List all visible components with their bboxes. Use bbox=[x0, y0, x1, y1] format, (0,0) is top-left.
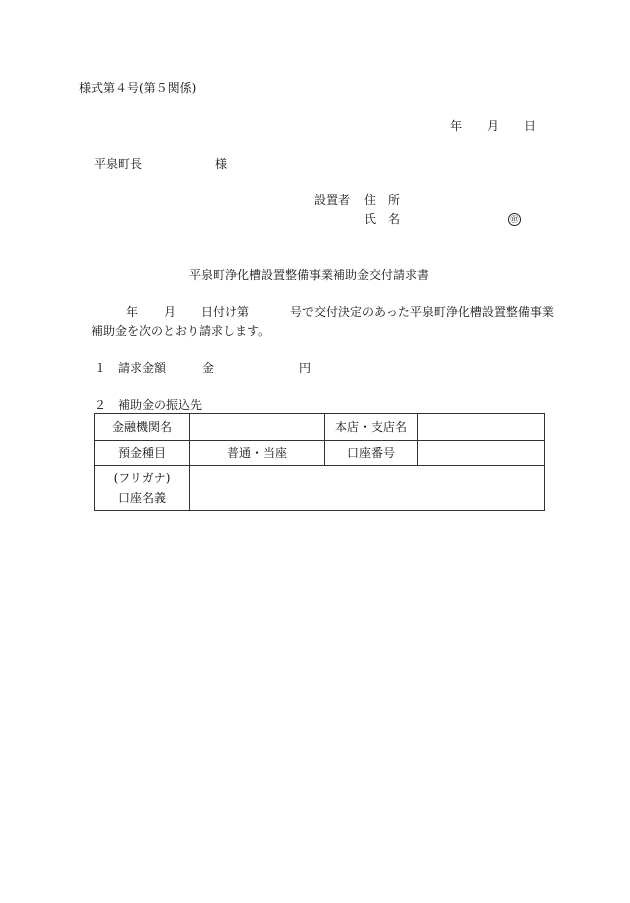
institution-value[interactable] bbox=[190, 414, 325, 441]
account-type-value[interactable]: 普通・当座 bbox=[190, 441, 325, 466]
account-holder-value[interactable] bbox=[190, 466, 545, 511]
body-date-label: 日付け第 bbox=[201, 305, 250, 319]
furigana-label: (フリガナ) bbox=[113, 471, 171, 485]
document-title: 平泉町浄化槽設置整備事業補助金交付請求書 bbox=[189, 268, 430, 282]
form-number: 様式第４号(第５関係) bbox=[79, 81, 197, 95]
item2-label: ２ 補助金の振込先 bbox=[94, 398, 203, 412]
seal-mark-icon: ㊞ bbox=[508, 213, 521, 226]
account-holder-label: 口座名義 bbox=[117, 491, 166, 505]
account-holder-label-cell bbox=[95, 466, 190, 511]
table-row bbox=[95, 441, 545, 466]
item1-label: １ 請求金額 bbox=[94, 361, 167, 375]
branch-label: 本店・支店名 bbox=[325, 414, 418, 441]
account-number-label: 口座番号 bbox=[325, 441, 418, 466]
table-row bbox=[95, 466, 545, 511]
branch-value[interactable] bbox=[418, 414, 545, 441]
addressee-name: 平泉町長 bbox=[94, 157, 143, 171]
date-month-label: 月 bbox=[487, 119, 500, 133]
applicant-role: 設置者 bbox=[314, 193, 351, 207]
body-line2: 補助金を次のとおり請求します。 bbox=[91, 324, 271, 338]
applicant-address-label: 住 所 bbox=[364, 193, 401, 207]
item1-unit: 円 bbox=[299, 361, 312, 375]
body-year-label: 年 bbox=[126, 305, 139, 319]
date-year-label: 年 bbox=[450, 119, 463, 133]
account-type-label: 預金種目 bbox=[95, 441, 190, 466]
account-number-value[interactable] bbox=[418, 441, 545, 466]
addressee-honorific: 様 bbox=[215, 157, 228, 171]
institution-label: 金融機関名 bbox=[95, 414, 190, 441]
body-line1-rest: 号で交付決定のあった平泉町浄化槽設置整備事業 bbox=[290, 305, 554, 319]
item1-currency: 金 bbox=[202, 361, 215, 375]
bank-account-table bbox=[94, 413, 545, 511]
table-row bbox=[95, 414, 545, 441]
body-month-label: 月 bbox=[164, 305, 177, 319]
applicant-name-label: 氏 名 bbox=[364, 212, 401, 226]
date-day-label: 日 bbox=[524, 119, 537, 133]
